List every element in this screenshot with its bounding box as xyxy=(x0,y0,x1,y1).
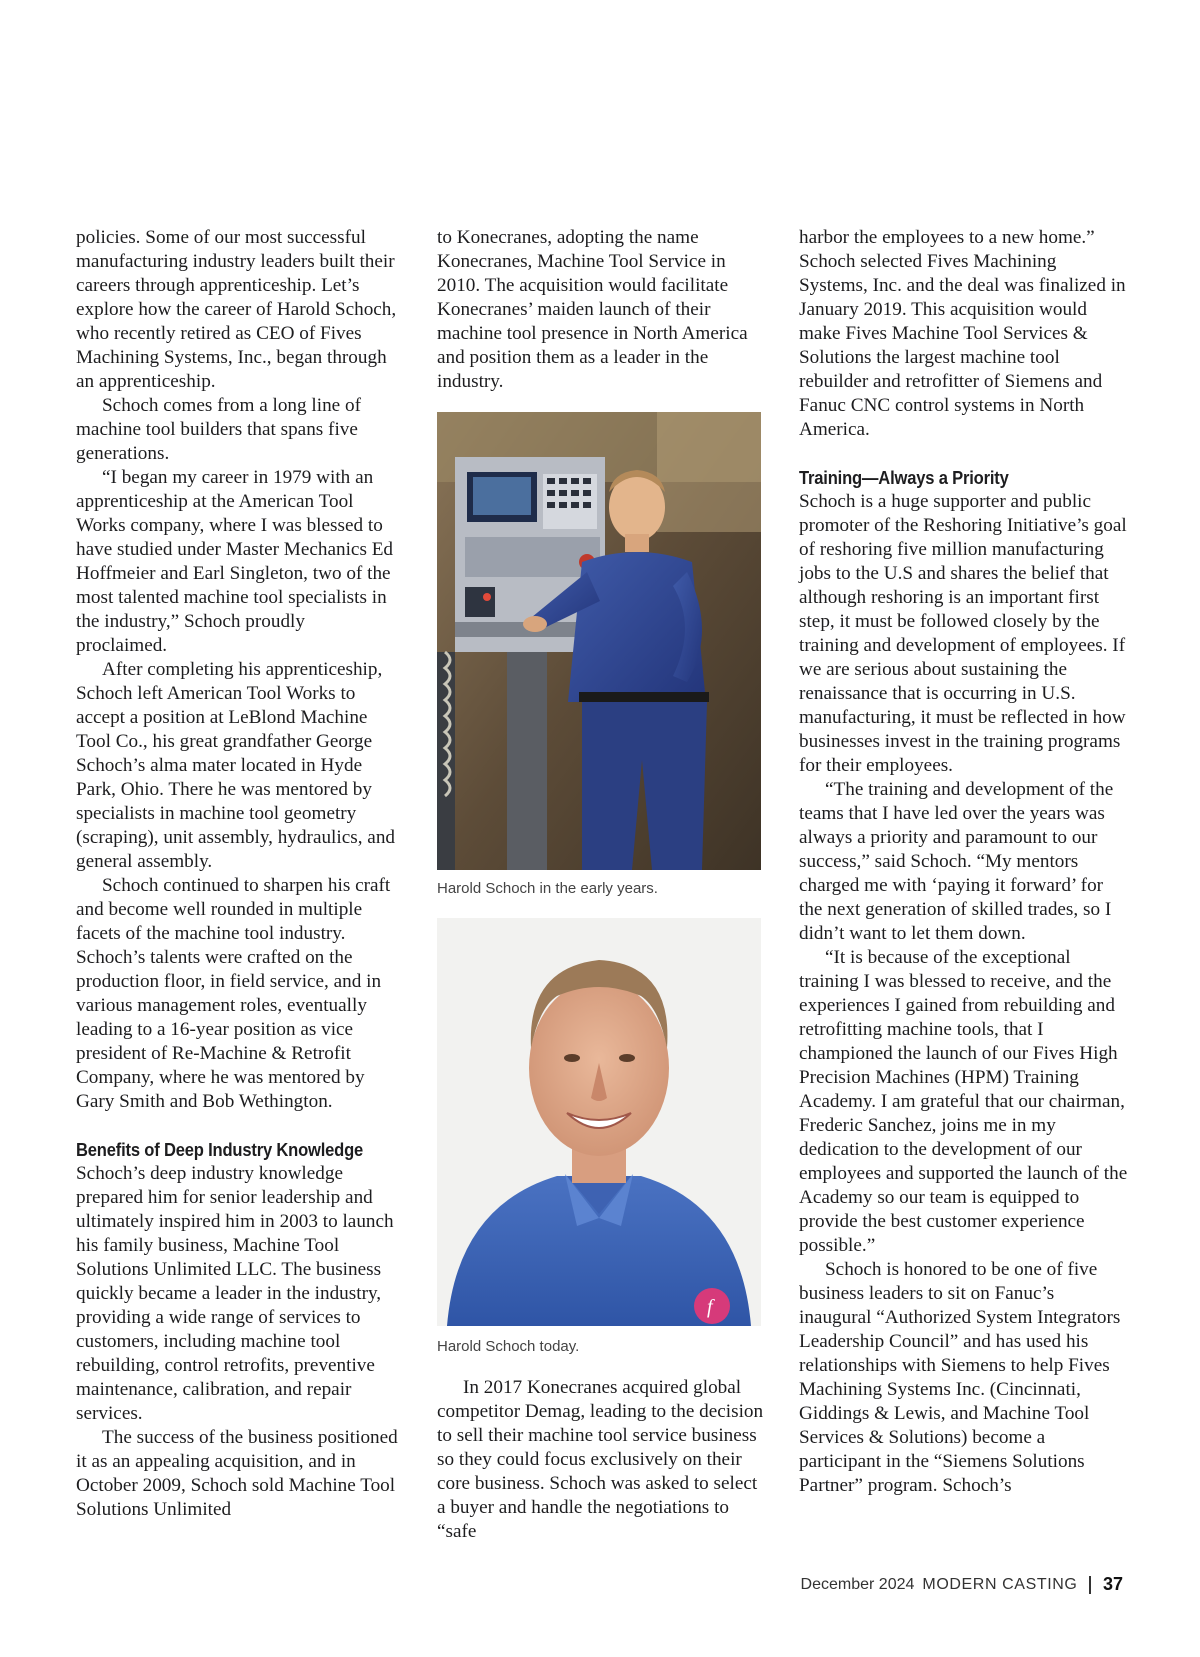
article-column-2 xyxy=(437,226,765,394)
photo-harold-today xyxy=(437,918,761,1326)
photo-caption: Harold Schoch today. xyxy=(437,1338,580,1355)
paragraph: “The training and development of the teams that I have led over the years was always a priority and paramount to our success,” said Schoch. “My mentors charged me with ‘paying it forward’ for the next generation of skilled trades, so I didn’t want to let them down. xyxy=(799,779,1114,944)
paragraph: to Konecranes, adopting the name Konecranes, Machine Tool Service in 2010. The acquisition would facilitate Konecranes’ maiden launch of their machine tool presence in North America and position them as a leader in the industry. xyxy=(437,227,748,392)
paragraph: harbor the employees to a new home.” Schoch selected Fives Machining Systems, Inc. and the deal was finalized in January 2019. This acquisition would make Fives Machine Tool Services & Solutions the largest machine tool rebuilder and retrofitter of Siemens and Fanuc CNC control systems in North America. xyxy=(799,227,1126,440)
paragraph: In 2017 Konecranes acquired global competitor Demag, leading to the decision to sell their machine tool service business so they could focus exclusively on their core business. Schoch was asked to select a buyer and handle the negotiations to “safe xyxy=(437,1377,764,1542)
paragraph: Schoch is a huge supporter and public promoter of the Reshoring Initiative’s goal of reshoring five million manufacturing jobs to the U.S and shares the belief that although reshoring is an important first step, it must be followed closely by the training and development of employees. If we are serious about sustaining the renaissance that is occurring in U.S. manufacturing, it must be reflected in how businesses invest in the training programs for their employees. xyxy=(799,491,1127,776)
page-footer xyxy=(801,1574,1123,1595)
paragraph: The success of the business positioned it as an appealing acquisition, and in October 2009, Schoch sold Machine Tool Solutions Unlimited xyxy=(76,1427,398,1520)
paragraph: After completing his apprenticeship, Schoch left American Tool Works to accept a position at LeBlond Machine Tool Co., his great grandfather George Schoch’s alma mater located in Hyde Park, Ohio. There he was mentored by specialists in machine tool geometry (scraping), unit assembly, hydraulics, and general assembly. xyxy=(76,659,396,872)
article-column-2-lower xyxy=(437,1376,765,1544)
paragraph: Schoch’s deep industry knowledge prepared him for senior leadership and ultimately inspired him in 2003 to launch his family business, Machine Tool Solutions Unlimited LLC. The business quickly became a leader in the industry, providing a wide range of services to customers, including machine tool rebuilding, control retrofits, preventive maintenance, calibration, and repair services. xyxy=(76,1163,394,1424)
section-heading: Benefits of Deep Industry Knowledge xyxy=(76,1140,364,1160)
paragraph: policies. Some of our most successful manufacturing industry leaders built their careers through apprenticeship. Let’s explore how the career of Harold Schoch, who recently retired as CEO of Fives Machining Systems, Inc., began through an apprenticeship. xyxy=(76,227,397,392)
issue-date: December 2024 xyxy=(800,1575,915,1593)
article-column-1 xyxy=(76,226,400,1522)
section-heading: Training—Always a Priority xyxy=(799,468,1009,488)
footer-divider xyxy=(1089,1576,1091,1594)
photo-caption: Harold Schoch in the early years. xyxy=(437,880,658,897)
paragraph: Schoch comes from a long line of machine tool builders that spans five generations. xyxy=(76,395,361,464)
paragraph: “I began my career in 1979 with an apprenticeship at the American Tool Works company, where I was blessed to have studied under Master Mechanics Ed Hoffmeier and Earl Singleton, two of the most talented machine tool specialists in the industry,” Schoch proudly proclaimed. xyxy=(76,467,394,656)
paragraph: Schoch continued to sharpen his craft and become well rounded in multiple facets of the machine tool industry. Schoch’s talents were crafted on the production floor, in field service, and in various management roles, eventually leading to a 16-year position as vice president of Re-Machine & Retrofit Company, where he was mentored by Gary Smith and Bob Wethington. xyxy=(76,875,391,1112)
photo-harold-early-years xyxy=(437,412,761,870)
paragraph: “It is because of the exceptional training I was blessed to receive, and the experiences I gained from rebuilding and retrofitting machine tools, that I championed the launch of our Fives High Precision Machines (HPM) Training Academy. I am grateful that our chairman, Frederic Sanchez, joins me in my dedication to the development of our employees and supported the launch of the Academy so our team is equipped to provide the best customer experience possible.” xyxy=(799,947,1128,1256)
article-column-3 xyxy=(799,226,1129,1498)
page-number: 37 xyxy=(1102,1574,1123,1594)
magazine-name: MODERN CASTING xyxy=(922,1575,1078,1593)
svg-text:f: f xyxy=(707,1296,713,1318)
paragraph: Schoch is honored to be one of five business leaders to sit on Fanuc’s inaugural “Authorized System Integrators Leadership Council” and has used his relationships with Siemens to help Fives Machining Systems Inc. (Cincinnati, Giddings & Lewis, and Machine Tool Services & Solutions) become a participant in the “Siemens Solutions Partner” program. Schoch’s xyxy=(799,1259,1121,1496)
